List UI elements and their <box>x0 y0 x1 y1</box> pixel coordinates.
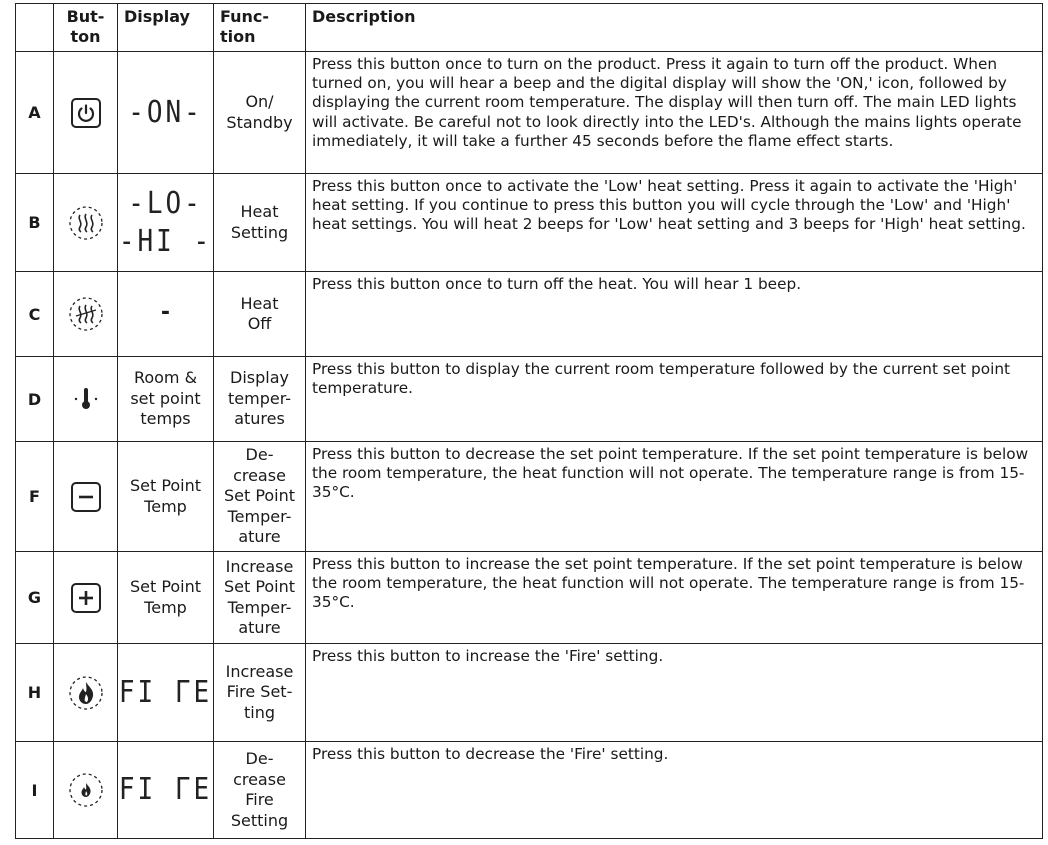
description-cell: Press this button to decrease the set point temperature. If the set point temperature is below the room temperature, the heat function will not operate. The temperature range is from 15-35°C. <box>306 442 1043 552</box>
plus-button <box>54 552 118 644</box>
row-letter: C <box>16 272 54 357</box>
display-cell <box>118 272 214 357</box>
heat-button <box>54 174 118 272</box>
display-text: Room & set point temps <box>130 368 201 429</box>
header-button-text: But- ton <box>66 7 105 46</box>
description-cell: Press this button to increase the set point temperature. If the set point temperature is below the room temperature, the heat function will not operate. The temperature range is from 15-35°C. <box>306 552 1043 644</box>
table-row-d <box>16 357 1043 442</box>
function-cell <box>214 52 306 174</box>
function-text: De- crease Fire Setting <box>230 749 289 830</box>
display-text: Set Point Temp <box>129 476 202 516</box>
function-text: Increase Fire Set- ting <box>225 661 294 722</box>
display-cell <box>118 174 214 272</box>
table-row-a <box>16 52 1043 174</box>
fire-up-icon <box>68 675 104 711</box>
function-cell <box>214 552 306 644</box>
display-readout: - <box>160 300 171 326</box>
function-cell <box>214 272 306 357</box>
function-text: De- crease Set Point Temper- ature <box>223 445 296 547</box>
table-row-f <box>16 442 1043 552</box>
display-cell <box>118 442 214 552</box>
row-letter: B <box>16 174 54 272</box>
row-letter: F <box>16 442 54 552</box>
thermometer-icon <box>68 381 104 417</box>
minus-icon <box>70 481 102 513</box>
minus-button <box>54 442 118 552</box>
plus-icon <box>70 582 102 614</box>
description-cell: Press this button to decrease the 'Fire' setting. <box>306 742 1043 839</box>
display-cell <box>118 552 214 644</box>
description-cell: Press this button once to turn on the product. Press it again to turn off the product. When turned on, you will hear a beep and the digital display will show the 'ON,' icon, followed by displaying the current room temperature. The display will then turn off. The main LED lights will activate. Be careful not to look directly into the LED's. Although the mains lights operate immediately, it will take a further 45 seconds before the flame effect starts. <box>306 52 1043 174</box>
display-readout: -ON- <box>128 95 203 130</box>
header-letter <box>16 4 54 52</box>
display-cell <box>118 52 214 174</box>
description-cell: Press this button once to turn off the heat. You will hear 1 beep. <box>306 272 1043 357</box>
function-cell <box>214 644 306 742</box>
heat-off-button <box>54 272 118 357</box>
header-function-text: Func- tion <box>220 7 270 46</box>
display-text: Set Point Temp <box>129 577 202 617</box>
function-text: Heat Off <box>240 293 279 333</box>
table-row-b <box>16 174 1043 272</box>
button-function-table <box>15 3 1043 839</box>
thermometer-button <box>54 357 118 442</box>
row-letter: H <box>16 644 54 742</box>
header-row <box>16 4 1043 52</box>
header-display: Display <box>118 4 214 52</box>
description-cell: Press this button to increase the 'Fire' setting. <box>306 644 1043 742</box>
display-cell <box>118 357 214 442</box>
display-readout: FI ΓE <box>118 675 213 710</box>
header-function <box>214 4 306 52</box>
heat-off-icon <box>68 296 104 332</box>
row-letter: A <box>16 52 54 174</box>
row-letter: D <box>16 357 54 442</box>
function-cell <box>214 357 306 442</box>
display-readout-low: -LO- <box>128 186 203 221</box>
power-icon <box>70 97 102 129</box>
function-cell <box>214 742 306 839</box>
function-text: Increase Set Point Temper- ature <box>223 556 296 637</box>
fire-down-button <box>54 742 118 839</box>
header-button <box>54 4 118 52</box>
power-button <box>54 52 118 174</box>
function-text: Display temper- atures <box>227 368 292 429</box>
description-cell: Press this button to display the current room temperature followed by the current set point temperature. <box>306 357 1043 442</box>
table-row-h <box>16 644 1043 742</box>
display-readout-high: -HI - <box>118 224 213 259</box>
row-letter: I <box>16 742 54 839</box>
function-cell <box>214 442 306 552</box>
function-cell <box>214 174 306 272</box>
heat-icon <box>68 205 104 241</box>
display-readout: FI ΓE <box>118 772 213 808</box>
fire-up-button <box>54 644 118 742</box>
table-row-i <box>16 742 1043 839</box>
table-row-g <box>16 552 1043 644</box>
table-row-c <box>16 272 1043 357</box>
fire-down-icon <box>68 772 104 808</box>
function-text: On/ Standby <box>226 92 293 132</box>
display-cell <box>118 742 214 839</box>
display-cell <box>118 644 214 742</box>
row-letter: G <box>16 552 54 644</box>
function-text: Heat Setting <box>230 202 289 242</box>
header-description: Description <box>306 4 1043 52</box>
description-cell: Press this button once to activate the 'Low' heat setting. Press it again to activate the 'High' heat setting. If you continue to press this button you will cycle through the 'Low' and 'High' heat settings. You will heat 2 beeps for 'Low' heat setting and 3 beeps for 'High' heat setting. <box>306 174 1043 272</box>
